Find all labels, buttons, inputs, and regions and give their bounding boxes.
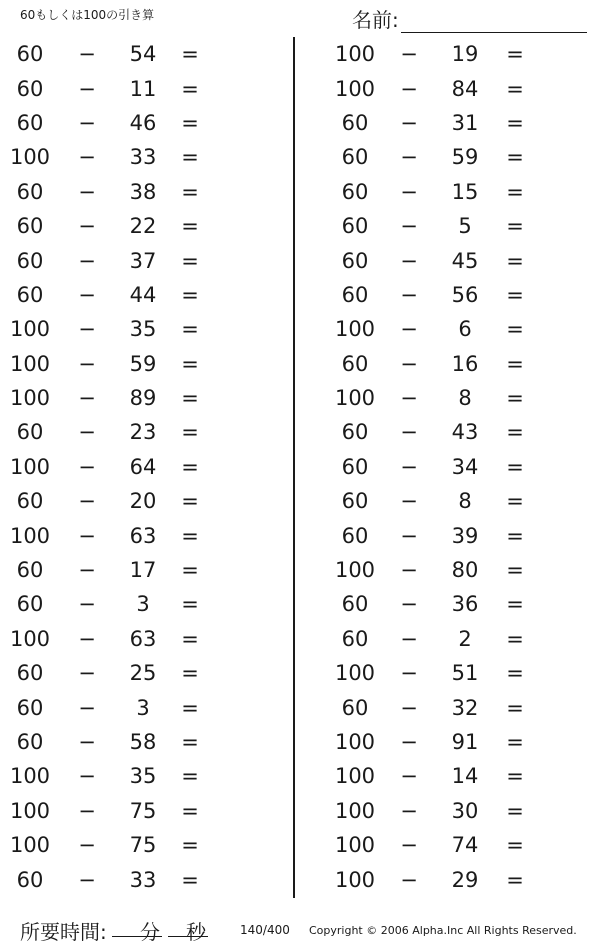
- problem-row: [298, 553, 598, 587]
- minus-sign: −: [78, 764, 96, 789]
- equals-sign: =: [181, 592, 199, 617]
- minuend: 60: [341, 454, 369, 479]
- problem-row: [298, 175, 598, 209]
- problem-row: [0, 518, 290, 552]
- minus-sign: −: [78, 351, 96, 376]
- minuend: 100: [334, 42, 376, 67]
- subtrahend: 54: [129, 42, 157, 67]
- subtrahend: 33: [129, 867, 157, 892]
- problem-row: [298, 794, 598, 828]
- equals-sign: =: [181, 833, 199, 858]
- problem-row: [0, 794, 290, 828]
- equals-sign: =: [506, 454, 524, 479]
- minus-sign: −: [400, 867, 418, 892]
- minus-sign: −: [78, 833, 96, 858]
- minuend: 60: [341, 145, 369, 170]
- equals-sign: =: [181, 626, 199, 651]
- subtrahend: 51: [451, 661, 479, 686]
- minus-sign: −: [78, 145, 96, 170]
- minus-sign: −: [400, 661, 418, 686]
- minuend: 60: [16, 179, 44, 204]
- subtrahend: 75: [129, 833, 157, 858]
- equals-sign: =: [506, 867, 524, 892]
- minus-sign: −: [78, 592, 96, 617]
- problem-row: [298, 140, 598, 174]
- subtrahend: 32: [451, 695, 479, 720]
- minus-sign: −: [78, 42, 96, 67]
- minus-sign: −: [400, 351, 418, 376]
- equals-sign: =: [506, 695, 524, 720]
- name-label: 名前:: [352, 8, 399, 32]
- subtrahend: 34: [451, 454, 479, 479]
- minuend: 60: [16, 214, 44, 239]
- minus-sign: −: [78, 454, 96, 479]
- equals-sign: =: [181, 420, 199, 445]
- subtrahend: 22: [129, 214, 157, 239]
- seconds-unit: 秒: [186, 920, 206, 944]
- equals-sign: =: [506, 626, 524, 651]
- subtrahend: 58: [129, 730, 157, 754]
- minus-sign: −: [400, 558, 418, 583]
- minuend: 60: [341, 420, 369, 445]
- problem-row: [298, 656, 598, 690]
- minus-sign: −: [78, 386, 96, 411]
- subtrahend: 30: [451, 798, 479, 823]
- equals-sign: =: [506, 76, 524, 101]
- problem-row: [298, 106, 598, 140]
- subtrahend: 11: [129, 76, 157, 101]
- minus-sign: −: [400, 523, 418, 548]
- minuend: 100: [9, 317, 51, 342]
- minus-sign: −: [400, 764, 418, 789]
- equals-sign: =: [181, 76, 199, 101]
- subtrahend: 44: [129, 282, 157, 307]
- minuend: 100: [334, 833, 376, 858]
- equals-sign: =: [506, 420, 524, 445]
- problem-row: [298, 278, 598, 312]
- problem-row: [0, 862, 290, 896]
- equals-sign: =: [506, 248, 524, 273]
- minuend: 60: [341, 489, 369, 514]
- subtrahend: 56: [451, 282, 479, 307]
- minus-sign: −: [78, 695, 96, 720]
- equals-sign: =: [506, 592, 524, 617]
- subtrahend: 23: [129, 420, 157, 445]
- problem-row: [0, 656, 290, 690]
- problem-row: [298, 37, 598, 71]
- problem-row: [0, 587, 290, 621]
- subtrahend: 75: [129, 798, 157, 823]
- column-divider: [293, 37, 295, 898]
- problem-row: [298, 828, 598, 862]
- minus-sign: −: [78, 76, 96, 101]
- problem-row: [0, 484, 290, 518]
- copyright: Copyright © 2006 Alpha.Inc All Rights Reserved.: [309, 924, 577, 937]
- problem-row: [0, 71, 290, 105]
- equals-sign: =: [181, 523, 199, 548]
- problem-row: [0, 175, 290, 209]
- minuend: 100: [9, 145, 51, 170]
- minus-sign: −: [400, 248, 418, 273]
- equals-sign: =: [181, 695, 199, 720]
- subtrahend: 19: [451, 42, 479, 67]
- equals-sign: =: [506, 42, 524, 67]
- problem-row: [298, 71, 598, 105]
- minus-sign: −: [400, 489, 418, 514]
- minus-sign: −: [400, 76, 418, 101]
- minuend: 100: [9, 454, 51, 479]
- minuend: 60: [16, 420, 44, 445]
- minuend: 100: [334, 558, 376, 583]
- subtrahend: 20: [129, 489, 157, 514]
- minuend: 60: [16, 248, 44, 273]
- equals-sign: =: [181, 764, 199, 789]
- minutes-unit: 分: [140, 920, 160, 944]
- equals-sign: =: [181, 351, 199, 376]
- problem-row: [0, 243, 290, 277]
- subtrahend: 63: [129, 523, 157, 548]
- problem-row: [0, 725, 290, 759]
- subtrahend: 39: [451, 523, 479, 548]
- minus-sign: −: [78, 282, 96, 307]
- minus-sign: −: [400, 626, 418, 651]
- subtrahend: 3: [136, 592, 150, 617]
- equals-sign: =: [506, 489, 524, 514]
- subtrahend: 45: [451, 248, 479, 273]
- subtrahend: 25: [129, 661, 157, 686]
- subtrahend: 8: [458, 386, 472, 411]
- equals-sign: =: [181, 489, 199, 514]
- subtrahend: 84: [451, 76, 479, 101]
- minus-sign: −: [400, 695, 418, 720]
- problem-row: [0, 450, 290, 484]
- minuend: 60: [16, 695, 44, 720]
- subtrahend: 74: [451, 833, 479, 858]
- minus-sign: −: [400, 145, 418, 170]
- subtrahend: 29: [451, 867, 479, 892]
- minus-sign: −: [78, 214, 96, 239]
- subtrahend: 63: [129, 626, 157, 651]
- minuend: 100: [9, 351, 51, 376]
- problem-row: [0, 140, 290, 174]
- minus-sign: −: [78, 523, 96, 548]
- equals-sign: =: [181, 386, 199, 411]
- minuend: 60: [16, 592, 44, 617]
- minuend: 100: [9, 798, 51, 823]
- problem-row: [298, 759, 598, 793]
- minus-sign: −: [78, 248, 96, 273]
- equals-sign: =: [506, 110, 524, 135]
- minus-sign: −: [78, 489, 96, 514]
- minuend: 60: [341, 351, 369, 376]
- subtrahend: 38: [129, 179, 157, 204]
- equals-sign: =: [181, 145, 199, 170]
- minus-sign: −: [78, 317, 96, 342]
- problem-row: [0, 415, 290, 449]
- minus-sign: −: [400, 317, 418, 342]
- time-label: 所要時間:: [20, 920, 107, 944]
- subtrahend: 59: [451, 145, 479, 170]
- minuend: 60: [341, 110, 369, 135]
- minuend: 100: [334, 764, 376, 789]
- subtrahend: 2: [458, 626, 472, 651]
- problem-row: [0, 106, 290, 140]
- subtrahend: 33: [129, 145, 157, 170]
- minus-sign: −: [78, 661, 96, 686]
- equals-sign: =: [506, 558, 524, 583]
- problem-row: [0, 278, 290, 312]
- minuend: 60: [341, 214, 369, 239]
- equals-sign: =: [506, 282, 524, 307]
- subtrahend: 8: [458, 489, 472, 514]
- minuend: 60: [16, 489, 44, 514]
- subtrahend: 89: [129, 386, 157, 411]
- problem-row: [298, 518, 598, 552]
- subtrahend: 35: [129, 764, 157, 789]
- problem-row: [298, 587, 598, 621]
- minus-sign: −: [400, 42, 418, 67]
- minuend: 100: [334, 798, 376, 823]
- subtrahend: 16: [451, 351, 479, 376]
- equals-sign: =: [506, 661, 524, 686]
- problem-row: [298, 415, 598, 449]
- equals-sign: =: [506, 179, 524, 204]
- problem-row: [0, 553, 290, 587]
- minuend: 60: [341, 592, 369, 617]
- equals-sign: =: [506, 214, 524, 239]
- minuend: 60: [341, 248, 369, 273]
- problem-row: [298, 690, 598, 724]
- minuend: 60: [16, 867, 44, 892]
- equals-sign: =: [181, 248, 199, 273]
- equals-sign: =: [181, 558, 199, 583]
- equals-sign: =: [181, 179, 199, 204]
- problem-row: [0, 209, 290, 243]
- subtrahend: 15: [451, 179, 479, 204]
- equals-sign: =: [181, 867, 199, 892]
- minus-sign: −: [400, 833, 418, 858]
- problem-row: [0, 759, 290, 793]
- equals-sign: =: [181, 42, 199, 67]
- minuend: 100: [334, 867, 376, 892]
- subtrahend: 59: [129, 351, 157, 376]
- equals-sign: =: [181, 110, 199, 135]
- minuend: 60: [341, 523, 369, 548]
- minuend: 100: [9, 523, 51, 548]
- problem-row: [0, 690, 290, 724]
- name-area: [352, 4, 587, 33]
- problem-row: [298, 450, 598, 484]
- equals-sign: =: [506, 730, 524, 754]
- minus-sign: −: [78, 420, 96, 445]
- equals-sign: =: [181, 317, 199, 342]
- minuend: 60: [16, 558, 44, 583]
- subtrahend: 35: [129, 317, 157, 342]
- minuend: 60: [16, 661, 44, 686]
- equals-sign: =: [181, 454, 199, 479]
- minus-sign: −: [400, 730, 418, 754]
- minuend: 100: [334, 730, 376, 754]
- problem-row: [298, 862, 598, 896]
- minus-sign: −: [78, 558, 96, 583]
- minuend: 100: [9, 764, 51, 789]
- minuend: 60: [16, 110, 44, 135]
- minus-sign: −: [78, 110, 96, 135]
- subtrahend: 64: [129, 454, 157, 479]
- page-count: 140/400: [240, 923, 290, 937]
- equals-sign: =: [506, 798, 524, 823]
- problem-row: [298, 381, 598, 415]
- worksheet-title: 60もしくは100の引き算: [20, 8, 155, 22]
- equals-sign: =: [181, 661, 199, 686]
- equals-sign: =: [506, 145, 524, 170]
- equals-sign: =: [181, 214, 199, 239]
- minuend: 100: [334, 317, 376, 342]
- minuend: 100: [9, 626, 51, 651]
- problem-row: [298, 209, 598, 243]
- name-input-line[interactable]: [401, 12, 587, 33]
- problem-row: [0, 622, 290, 656]
- problem-row: [0, 312, 290, 346]
- problem-row: [0, 828, 290, 862]
- problem-row: [298, 312, 598, 346]
- subtrahend: 17: [129, 558, 157, 583]
- subtrahend: 80: [451, 558, 479, 583]
- minus-sign: −: [78, 626, 96, 651]
- minus-sign: −: [400, 282, 418, 307]
- equals-sign: =: [506, 764, 524, 789]
- minuend: 100: [334, 386, 376, 411]
- subtrahend: 6: [458, 317, 472, 342]
- minuend: 60: [341, 179, 369, 204]
- equals-sign: =: [181, 730, 199, 754]
- minus-sign: −: [400, 110, 418, 135]
- minuend: 100: [9, 386, 51, 411]
- minus-sign: −: [400, 214, 418, 239]
- minuend: 100: [9, 833, 51, 858]
- minus-sign: −: [400, 798, 418, 823]
- minuend: 60: [16, 730, 44, 754]
- subtrahend: 31: [451, 110, 479, 135]
- problem-row: [0, 381, 290, 415]
- problem-row: [0, 37, 290, 71]
- subtrahend: 14: [451, 764, 479, 789]
- equals-sign: =: [506, 351, 524, 376]
- equals-sign: =: [506, 317, 524, 342]
- minuend: 100: [334, 661, 376, 686]
- minuend: 60: [341, 282, 369, 307]
- minus-sign: −: [400, 386, 418, 411]
- subtrahend: 46: [129, 110, 157, 135]
- minus-sign: −: [78, 798, 96, 823]
- problem-row: [0, 347, 290, 381]
- subtrahend: 36: [451, 592, 479, 617]
- problem-row: [298, 484, 598, 518]
- problem-row: [298, 725, 598, 759]
- subtrahend: 5: [458, 214, 472, 239]
- minus-sign: −: [78, 867, 96, 892]
- problems-left-column: [0, 37, 290, 897]
- minus-sign: −: [400, 420, 418, 445]
- problems-right-column: [298, 37, 598, 897]
- minuend: 100: [334, 76, 376, 101]
- minuend: 60: [341, 626, 369, 651]
- equals-sign: =: [181, 798, 199, 823]
- minuend: 60: [16, 76, 44, 101]
- minus-sign: −: [78, 730, 96, 754]
- minuend: 60: [16, 42, 44, 67]
- equals-sign: =: [506, 833, 524, 858]
- problem-row: [298, 243, 598, 277]
- minus-sign: −: [78, 179, 96, 204]
- problem-row: [298, 347, 598, 381]
- equals-sign: =: [181, 282, 199, 307]
- minuend: 60: [341, 695, 369, 720]
- equals-sign: =: [506, 386, 524, 411]
- footer: [0, 912, 600, 944]
- subtrahend: 91: [451, 730, 479, 754]
- minus-sign: −: [400, 179, 418, 204]
- minuend: 60: [16, 282, 44, 307]
- subtrahend: 43: [451, 420, 479, 445]
- subtrahend: 37: [129, 248, 157, 273]
- equals-sign: =: [506, 523, 524, 548]
- minus-sign: −: [400, 592, 418, 617]
- problem-row: [298, 622, 598, 656]
- minus-sign: −: [400, 454, 418, 479]
- subtrahend: 3: [136, 695, 150, 720]
